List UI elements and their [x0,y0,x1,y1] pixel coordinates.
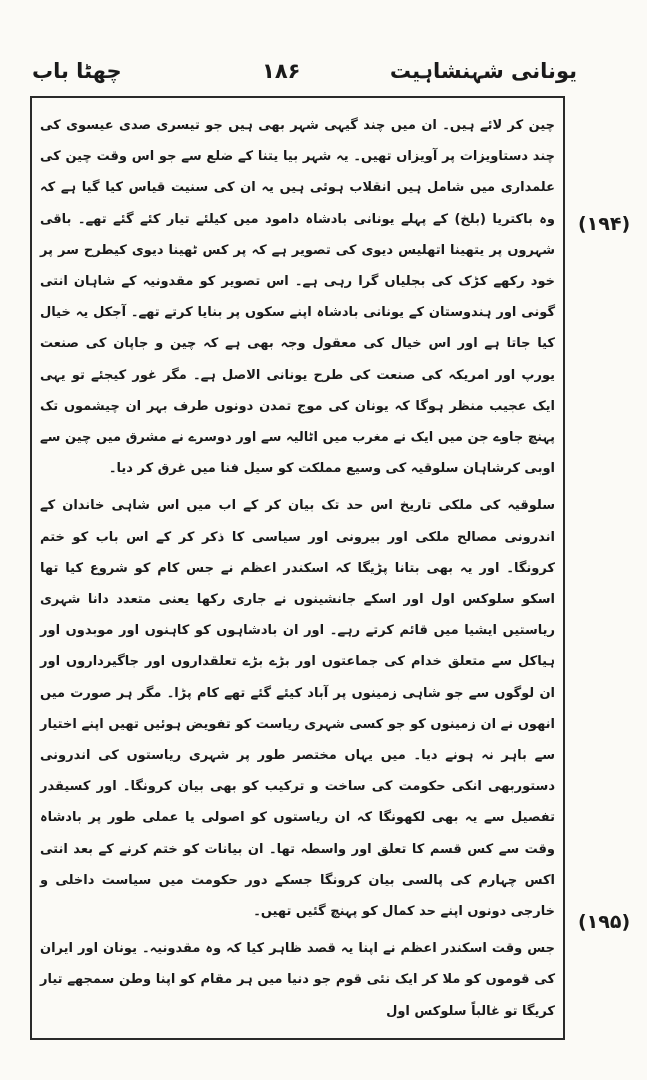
page-number: ۱۸۶ [262,59,301,83]
paragraph: چین کر لائے ہیں۔ ان میں چند گیہی شہر بھی ہیں جو تیسری صدی عیسوی کی چند دستاویزات پر آویزاں تھیں۔ یہ شہر بیا یتنا کے ضلع سے جو اس وقت چین کی علمداری میں شامل ہیں انقلاب ہوئی ہیں یہ ان کی سنیت قیاس کیا گیا ہے کہ وہ باکتریا (بلخ) کے پہلے یونانی بادشاہ دامود میں کیلئے تیار کئے گئے تھے۔ باقی شہروں پر یتھینا اتھلیس دیوی کی تصویر ہے کہ پر کس ٹھینا دیوی کیطرح سر پر خود رکھے کڑک کی بجلیاں گرا رہی ہے۔ اس تصویر کو مقدونیہ کے شاہان انتی گونی اور ہندوستان کے یونانی بادشاہ اپنے سکوں پر بنایا کرتے تھے۔ آجکل یہ خیال کیا جاتا ہے اور اس خیال کی معقول وجہ بھی ہے کہ چین و جاپان کی صنعت یورپ اور امریکہ کی صنعت کی طرح یونانی الاصل ہے۔ مگر غور کیجئے تو یہی ایک عجیب منظر ہوگا کہ یونان کی موج تمدن دونوں طرف بہر ان چیشموں تک پہنچ جاوے جن میں ایک نے مغرب میں اٹالیہ سے اور دوسرے نے مشرق میں چین سے اوبی کرشاہان سلوقیہ کی وسیع مملکت کو سیل فنا میں غرق کر دیا۔ [40,118,555,477]
page-header [0,55,647,95]
body-text [40,110,555,1027]
paragraph: جس وقت اسکندر اعظم نے اپنا یہ قصد ظاہر کیا کہ وہ مقدونیہ۔ یونان اور ایران کی قوموں کو ملا کر ایک نئی قوم جو دنیا میں ہر مقام کو اپنا وطن سمجھے تیار کریگا تو غالباً سلوکس اول [40,941,555,1019]
paragraph: سلوقیہ کی ملکی تاریخ اس حد تک بیان کر کے اب میں اس شاہی خاندان کے اندرونی مصالح ملکی اور بیرونی اور سیاسی کا ذکر کر کے اس باب کو ختم کرونگا۔ اور یہ بھی بتانا پڑیگا کہ اسکندر اعظم نے جس کام کو شروع کیا تھا اسکو سلوکس اول اور اسکے جانشینوں نے جاری رکھا یعنی متعدد دانا شہری ریاستیں ایشیا میں قائم کرتے رہے۔ اور ان بادشاہوں کو کاہنوں اور موبدوں اور ہیاکل سے متعلق خدام کی جماعتوں اور بڑے بڑے تعلقداروں اور جاگیرداروں اور ان لوگوں سے جو شاہی زمینوں پر آباد کیئے گئے تھے کام پڑا۔ مگر ہر صورت میں انھوں نے ان زمینوں کو جو کسی شہری ریاست کو تفویض ہوئیں تھیں اپنے اختیار سے باہر نہ ہونے دیا۔ میں یہاں مختصر طور پر شہری ریاستوں کی اندرونی دستوربھی انکی حکومت کی ساخت و ترکیب کو بھی بیان کرونگا۔ اور کسیقدر تفصیل سے یہ بھی لکھونگا کہ ان ریاستوں کو اصولی یا عملی طور پر بادشاہ وقت سے کس قسم کا تعلق اور واسطہ تھا۔ ان بیانات کو ختم کرنے کے بعد انتی اکس چہارم کی پالسی بیان کرونگا جسکے دور حکومت میں سیاست داخلی و خارجی دونوں اپنے حد کمال کو پہنچ گئیں تھیں۔ [40,498,555,920]
chapter-label: چھٹا باب [32,59,122,83]
book-title: یونانی شہنشاہیت [389,59,577,83]
margin-note: (۱۹۵) [578,911,631,933]
margin-note: (۱۹۴) [578,213,631,235]
